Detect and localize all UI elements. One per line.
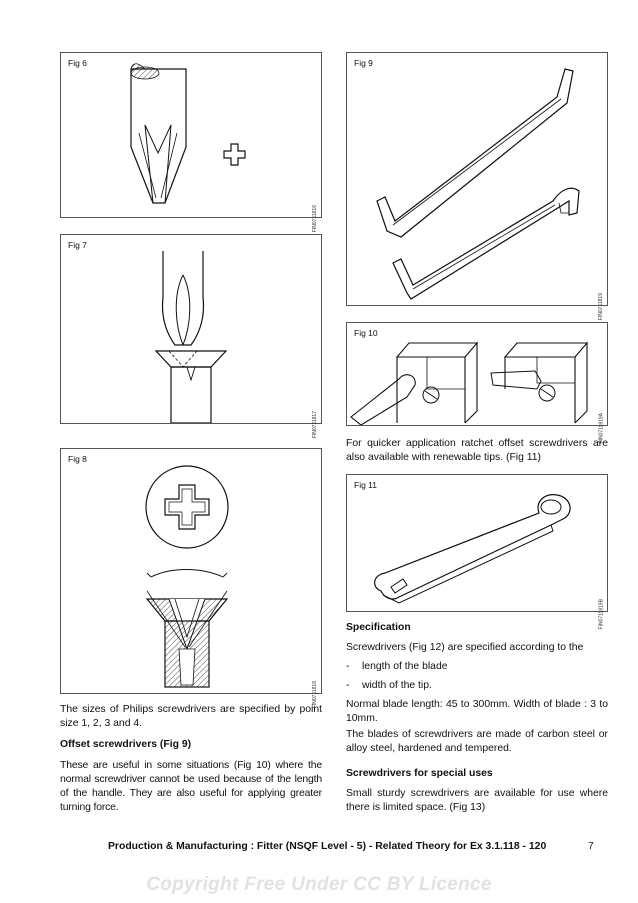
- offset-screwdrivers-paragraph: These are useful in some situations (Fig 10) where the normal screwdriver cannot be used because of the length of the handle. They are also useful for applying greater turning force.: [60, 760, 322, 813]
- figure-label: Fig 11: [354, 480, 377, 490]
- special-uses-paragraph: Small sturdy screwdrivers are available for use where there is limited space. (Fig 13): [346, 788, 608, 813]
- figure-6: [60, 52, 322, 233]
- figure-9: [346, 52, 608, 321]
- normal-blade-paragraph: Normal blade length: 45 to 300mm. Width of blade : 3 to 10mm.: [346, 699, 608, 724]
- figure-label: Fig 6: [68, 58, 87, 68]
- ratchet-offset-screwdriver-drawing: [347, 475, 607, 611]
- offset-screwdriver-in-use-drawing: [347, 323, 607, 425]
- bullet-text: length of the blade: [362, 661, 448, 672]
- figure-10: [346, 322, 608, 444]
- offset-screwdrivers-heading: Offset screwdrivers (Fig 9): [60, 739, 192, 750]
- figure-code: FIN0711819: [598, 293, 604, 321]
- bullet-dash: -: [346, 680, 350, 691]
- figure-8: [60, 448, 322, 709]
- figure-label: Fig 9: [354, 58, 373, 68]
- footer-title: Production & Manufacturing : Fitter (NSQF Level - 5) - Related Theory for Ex 3.1.118 - 120: [108, 841, 547, 852]
- figure-label: Fig 7: [68, 240, 87, 250]
- bullet-text: width of the tip.: [362, 680, 432, 691]
- figure-code: FIN0711816: [312, 205, 318, 233]
- blade-material-paragraph: The blades of screwdrivers are made of carbon steel or alloy steel, hardened and tempered.: [346, 729, 608, 754]
- figure-label: Fig 8: [68, 454, 87, 464]
- offset-screwdriver-drawing: [347, 53, 607, 305]
- specification-heading: Specification: [346, 622, 411, 633]
- philips-size-paragraph: The sizes of Philips screwdrivers are specified by point size 1, 2, 3 and 4.: [60, 704, 322, 729]
- ratchet-paragraph: For quicker application ratchet offset screwdrivers are also available with renewable tips. (Fig 11): [346, 438, 608, 463]
- figure-code: FIN0711818: [312, 681, 318, 709]
- special-uses-heading: Screwdrivers for special uses: [346, 768, 493, 779]
- copyright-watermark: Copyright Free Under CC BY Licence: [146, 874, 492, 895]
- figure-label: Fig 10: [354, 328, 378, 338]
- figure-code: FIN0711819A: [598, 413, 604, 444]
- phillips-tip-drawing: [61, 53, 321, 217]
- bullet-dash: -: [346, 661, 350, 672]
- screwdriver-in-screw-drawing: [61, 235, 321, 423]
- figure-code: FIN0711819B: [598, 599, 604, 630]
- page-number: 7: [588, 841, 594, 852]
- figure-code: FIN0711817: [312, 411, 318, 439]
- specification-intro: Screwdrivers (Fig 12) are specified according to the: [346, 642, 584, 653]
- figure-7: [60, 234, 322, 439]
- philips-screw-head-drawing: [61, 449, 321, 693]
- spec-bullet-2: [346, 679, 432, 693]
- spec-bullet-1: [346, 660, 448, 674]
